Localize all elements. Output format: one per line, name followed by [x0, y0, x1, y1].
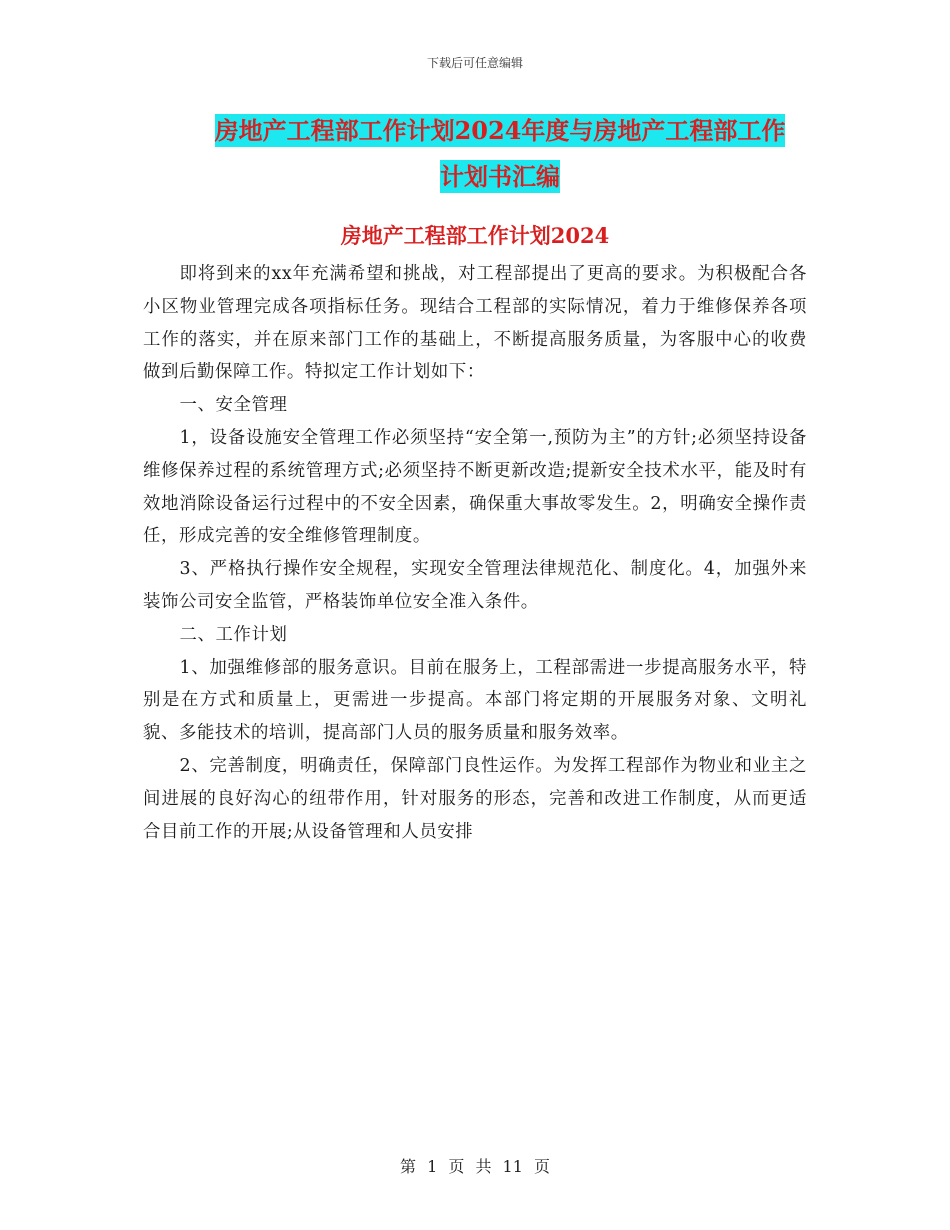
- document-body: [143, 258, 807, 848]
- heading-work-plan: 二、工作计划: [179, 624, 288, 645]
- title-line-1: 房地产工程部工作计划2024年度与房地产工程部工作: [214, 116, 786, 145]
- document-title: [140, 108, 860, 200]
- paragraph-safety-1: 1，设备设施安全管理工作必须坚持“安全第一,预防为主”的方针;必须坚持设备维修保养过程的系统管理方式;必须坚持不断更新改造;提新安全技术水平，能及时有效地消除设备运行过程中的不安全因素，确保重大事故零发生。2，明确安全操作责任，形成完善的安全维修管理制度。: [143, 427, 807, 547]
- title-line-2: 计划书汇编: [440, 162, 560, 191]
- page-number: 第 1 页 共 11 页: [400, 1157, 550, 1176]
- paragraph-safety-3: 3、严格执行操作安全规程，实现安全管理法律规范化、制度化。4，加强外来装饰公司安全监管，严格装饰单位安全准入条件。: [143, 559, 807, 612]
- paragraph-plan-1: 1、加强维修部的服务意识。目前在服务上，工程部需进一步提高服务水平，特别是在方式和质量上，更需进一步提高。本部门将定期的开展服务对象、文明礼貌、多能技术的培训，提高部门人员的服务质量和服务效率。: [143, 657, 807, 744]
- section-title: 房地产工程部工作计划2024: [340, 223, 610, 248]
- heading-safety-management: 一、安全管理: [179, 395, 288, 416]
- paragraph-intro: 即将到来的xx年充满希望和挑战，对工程部提出了更高的要求。为积极配合各小区物业管理完成各项指标任务。现结合工程部的实际情况，着力于维修保养各项工作的落实，并在原来部门工作的基础上，不断提高服务质量，为客服中心的收费做到后勤保障工作。特拟定工作计划如下：: [143, 264, 807, 383]
- paragraph-plan-2: 2、完善制度，明确责任，保障部门良性运作。为发挥工程部作为物业和业主之间进展的良好沟心的纽带作用，针对服务的形态，完善和改进工作制度，从而更适合目前工作的开展;从设备管理和人员安排: [143, 755, 807, 842]
- header-note: 下载后可任意编辑: [426, 56, 523, 70]
